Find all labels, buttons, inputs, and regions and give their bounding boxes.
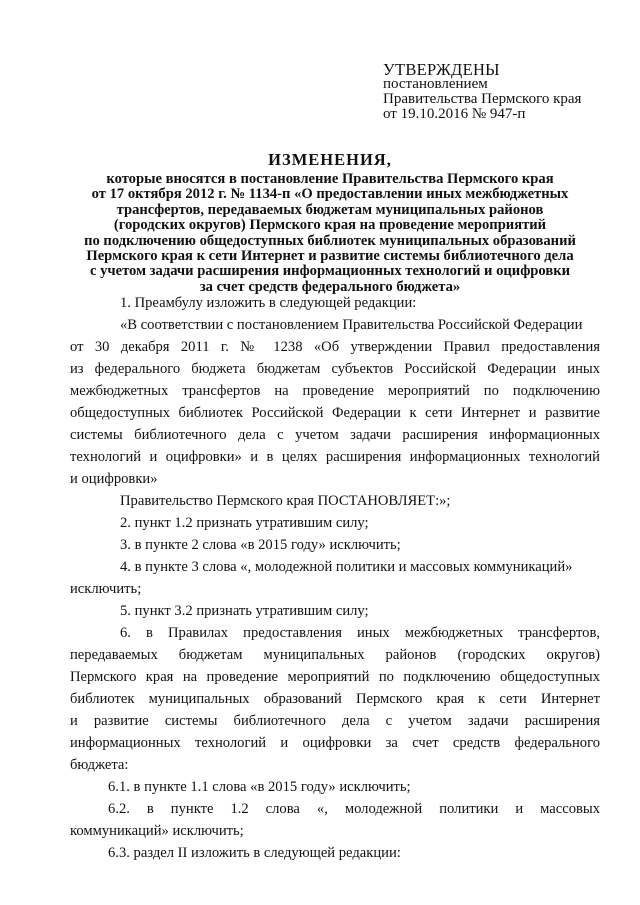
paragraph-line: 6. в Правилах предоставления иных межбюджетных трансфертов, (120, 625, 600, 641)
paragraph-line: библиотек муниципальных образований Пермского края к сети Интернет (70, 691, 600, 707)
paragraph-line: бюджета: (70, 757, 129, 773)
heading-line: (городских округов) Пермского края на проведение мероприятий (113, 217, 547, 234)
heading-line: Пермского края к сети Интернет и развитие системы библиотечного дела (86, 248, 574, 265)
paragraph-line: 6.2. в пункте 1.2 слова «, молодежной политики и массовых (108, 801, 600, 817)
paragraph-line: «В соответствии с постановлением Правительства Российской Федерации (120, 317, 583, 333)
heading-line: за счет средств федерального бюджета» (199, 278, 461, 295)
heading-line: по подключению общедоступных библиотек муниципальных образований (84, 232, 576, 249)
paragraph-line: передаваемых бюджетам муниципальных районов (городских округов) (70, 647, 600, 663)
paragraph-line: Правительство Пермского края ПОСТАНОВЛЯЕТ:»; (120, 493, 451, 509)
heading-title: ИЗМЕНЕНИЯ, (268, 150, 392, 169)
paragraph-line: общедоступных библиотек Российской Федерации к сети Интернет и развитие (70, 405, 600, 421)
paragraph-line: 5. пункт 3.2 признать утратившим силу; (120, 603, 369, 619)
paragraph-line: межбюджетных трансфертов на проведение мероприятий по подключению (70, 383, 600, 399)
approval-line: Правительства Пермского края (383, 91, 582, 107)
heading-line: трансфертов, передаваемых бюджетам муниципальных районов (116, 201, 544, 218)
approval-line: от 19.10.2016 № 947-п (383, 106, 526, 122)
paragraph-line: технологий и оцифровки» и в целях расширения информационных технологий (70, 449, 600, 465)
paragraph-line: Пермского края на проведение мероприятий по подключению общедоступных (70, 669, 600, 685)
paragraph-line: 6.3. раздел II изложить в следующей редакции: (108, 845, 401, 861)
paragraph-line: и развитие системы библиотечного дела с учетом задачи расширения (70, 713, 600, 729)
paragraph-line: коммуникаций» исключить; (70, 823, 244, 839)
approval-title: УТВЕРЖДЕНЫ (383, 60, 500, 79)
paragraph-line: 3. в пункте 2 слова «в 2015 году» исключить; (120, 537, 401, 553)
paragraph-line: исключить; (70, 581, 142, 597)
paragraph-line: от 30 декабря 2011 г. № 1238 «Об утверждении Правил предоставления (70, 339, 600, 355)
approval-stamp (383, 62, 623, 122)
paragraph-line: 4. в пункте 3 слова «, молодежной политики и массовых коммуникаций» (120, 559, 573, 575)
paragraph-line: системы библиотечного дела с учетом задачи расширения информационных (70, 427, 600, 443)
approval-line: постановлением (383, 76, 488, 92)
paragraph-line: из федерального бюджета бюджетам субъектов Российской Федерации иных (70, 361, 600, 377)
paragraph-line: и оцифровки» (70, 471, 158, 487)
paragraph-line: 6.1. в пункте 1.1 слова «в 2015 году» исключить; (108, 779, 411, 795)
heading-subtitle (60, 172, 600, 295)
heading-line: от 17 октября 2012 г. № 1134-п «О предоставлении иных межбюджетных (91, 186, 569, 203)
heading-line: с учетом задачи расширения информационных технологий и оцифровки (89, 263, 571, 280)
paragraph-line: информационных технологий и оцифровки за счет средств федерального (70, 735, 600, 751)
paragraph-line: 2. пункт 1.2 признать утратившим силу; (120, 515, 369, 531)
paragraph-line: 1. Преамбулу изложить в следующей редакции: (120, 295, 417, 311)
document-heading (60, 150, 600, 295)
document-body (70, 292, 600, 864)
heading-line: которые вносятся в постановление Правительства Пермского края (106, 171, 554, 187)
